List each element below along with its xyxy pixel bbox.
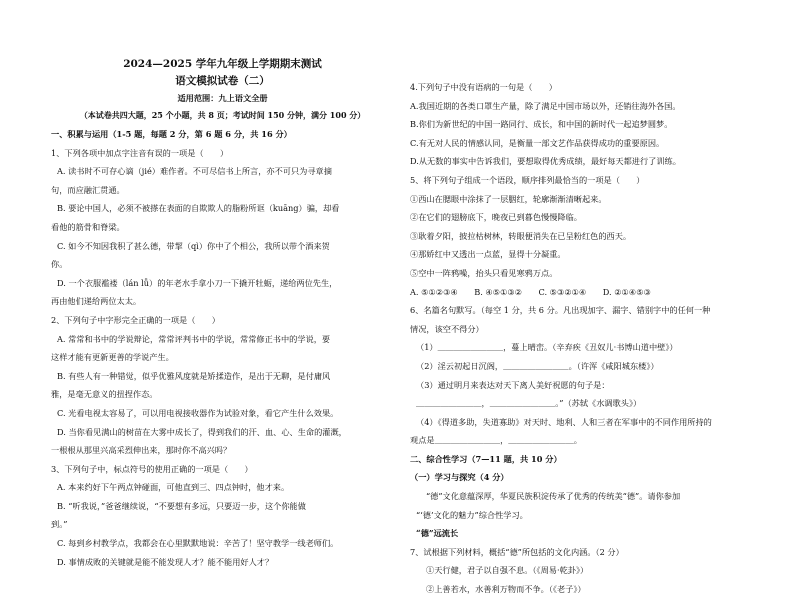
left-line: B. 有些人有一种错觉，似乎优雅风度就是矫揉造作，是出于无聊，是付庸风: [57, 370, 331, 381]
left-line: 3、下列句子中，标点符号的使用正确的一项是（ ）: [51, 463, 253, 474]
right-line: 情况，该空不得分）: [410, 323, 484, 334]
left-line: 句，而应融汇贯通。: [51, 184, 125, 195]
exam-subtitle: 语文模拟试卷（二）: [175, 75, 270, 87]
left-line: 再由他们递给两位太太。: [51, 296, 142, 307]
exam-info: （本试卷共四大题，25 个小题，共 8 页；考试时间 150 分钟，满分 100 分）: [79, 110, 366, 120]
right-line: ⑤空中一阵鸦噪，抬头只看见寒鸦万点。: [410, 267, 558, 278]
left-line: A. 常常和书中的学说辩论，常常评判书中的学说，常常修正书中的学说，要: [57, 333, 331, 344]
right-line: “德”文化意蕴深厚，华夏民族积淀传承了优秀的传统美“德”。请你参加: [426, 491, 681, 502]
left-line: B. 要论中国人，必须不被搽在表面的自欺欺人的脂粉所诓（kuāng）骗，却看: [57, 203, 340, 214]
right-line: ＿＿＿＿＿＿＿＿，＿＿＿＿＿＿＿＿。”（苏轼《水调歌头》）: [416, 398, 642, 409]
left-line: A. 读书时不可存心谪（jié）难作者。不可尽信书上所言，亦不可只为寻章摘: [57, 166, 332, 177]
right-line: ①天行健，君子以自强不息。（《周易·乾卦》）: [426, 565, 589, 576]
right-line: A. ⑤①②③④ B. ④⑤①③② C. ⑤③②①④ D. ②①④⑤③: [410, 286, 651, 297]
right-line: （一）学习与探究（4 分）: [410, 472, 509, 483]
right-line: 二、综合性学习（7—11 题，共 10 分）: [410, 453, 562, 464]
right-line: “德”远流长: [416, 528, 459, 539]
right-line: 7、试根据下列材料，概括“德”所包括的文化内涵。（2 分）: [410, 546, 624, 557]
right-line: ③耿着夕阳，披拉枯树林，转眼便消失在已呈粉红色的西天。: [410, 230, 632, 241]
right-line: ②上善若水，水善利万物而不争。（《老子》）: [426, 584, 586, 595]
right-line: （4）《得道多助，失道寡助》对天时、地利、人和三者在军事中的不同作用所持的: [416, 416, 712, 427]
left-line: C. 如今不知因我积了甚么德，带挈（qì）你中了个相公，我所以带个酒来贺: [57, 240, 330, 251]
left-line: 雅，是毫无意义的扭捏作态。: [51, 389, 158, 400]
left-line: 一、积累与运用（1-5 题，每题 2 分，第 6 题 6 分，共 16 分）: [51, 129, 292, 139]
left-line: D. 一个衣服褴褛（lán lǚ）的年老水手拿小刀一下撬开牡蛎，递给两位先生，: [57, 277, 338, 288]
right-line: ④那娇红中又透出一点蓝，显得十分凝重。: [410, 249, 566, 260]
left-line: C. 光看电视太容易了，可以用电视接收器作为试验对象，看它产生什么效果。: [57, 407, 339, 418]
right-column: [410, 78, 750, 599]
right-line: A.我国近期的各类口罩生产量，除了满足中国市场以外，还销往海外各国。: [410, 100, 681, 111]
right-line: ①西山在腮眼中涂抹了一层胭红，轮廓渐渐清晰起来。: [410, 193, 607, 204]
exam-header: [51, 56, 394, 124]
left-line: D. 事情成败的关键就是能不能发现人才？能不能用好人才？: [57, 556, 274, 567]
left-line: 你。: [51, 259, 68, 270]
exam-scope: 适用范围：九上语文全册: [177, 93, 268, 103]
exam-title: 2024—2025 学年九年级上学期期末测试: [123, 58, 322, 70]
right-line: B.你们为新世纪的中国一路同行、成长，和中国的新时代一起追梦圆梦。: [410, 119, 673, 130]
left-line: B. “听我说，”爸爸继续说，“不要想有多远，只要迈一步，这个你能做: [57, 500, 306, 511]
left-line: 看他的筋骨和脊梁。: [51, 221, 125, 232]
left-line: 一根根从那里兴高采烈伸出来，那时你不高兴吗？: [51, 445, 232, 456]
left-line: C. 每到乡村教学点，我都会在心里默默地说：辛苦了！坚守教学一线老师们。: [57, 538, 339, 549]
right-line: D.从无数的事实中告诉我们，要想取得优秀成绩，最好每天都进行了训练。: [410, 156, 681, 167]
right-line: （1）＿＿＿＿＿＿＿＿，蔓上晴峦。（辛弃疾《丑奴儿·书博山道中壁》）: [416, 342, 678, 353]
left-line: A. 本来约好下午两点钟碰面，可他直到三、四点钟时，他才来。: [57, 482, 290, 493]
right-line: 5、将下列句子组成一个语段，顺序排列最恰当的一项是（ ）: [410, 174, 645, 185]
right-line: 4.下列句子中没有语病的一句是（ ）: [410, 82, 557, 92]
right-line: C.有无对人民的情感认同，是衡量一部文艺作品获得成功的重要原因。: [410, 137, 665, 148]
left-line: 2、下列句子中字形完全正确的一项是（ ）: [51, 314, 220, 325]
right-line: （2）淫云初起日沉阁，＿＿＿＿＿＿＿＿。（许浑《咸阳城东楼》）: [416, 360, 659, 371]
left-line: 1、下列各项中加点字注音有误的一项是（ ）: [51, 147, 229, 158]
left-line: 这样才能有更新更善的学说产生。: [51, 352, 174, 363]
right-line: （3）通过明月来表达对天下离人美好祝愿的句子是：: [416, 379, 610, 390]
right-line: 观点是＿＿＿＿＿＿＿＿，＿＿＿＿＿＿＿＿。: [410, 435, 582, 446]
left-line: 到。”: [51, 519, 68, 530]
right-line: 6、名篇名句默写。（每空 1 分，共 6 分。凡出现加字、漏字、错别字中的任何一种: [410, 305, 711, 316]
right-line: ②在它们的翅膀底下，晚夜已到暮色慢慢降临。: [410, 212, 582, 223]
right-line: “‘德’文化的魅力”综合性学习。: [416, 509, 528, 520]
left-column: [51, 125, 394, 571]
left-line: D. 当你看见满山的树苗在大雾中成长了，得到我们的汗、血、心、生命的灌溉，: [57, 426, 347, 437]
